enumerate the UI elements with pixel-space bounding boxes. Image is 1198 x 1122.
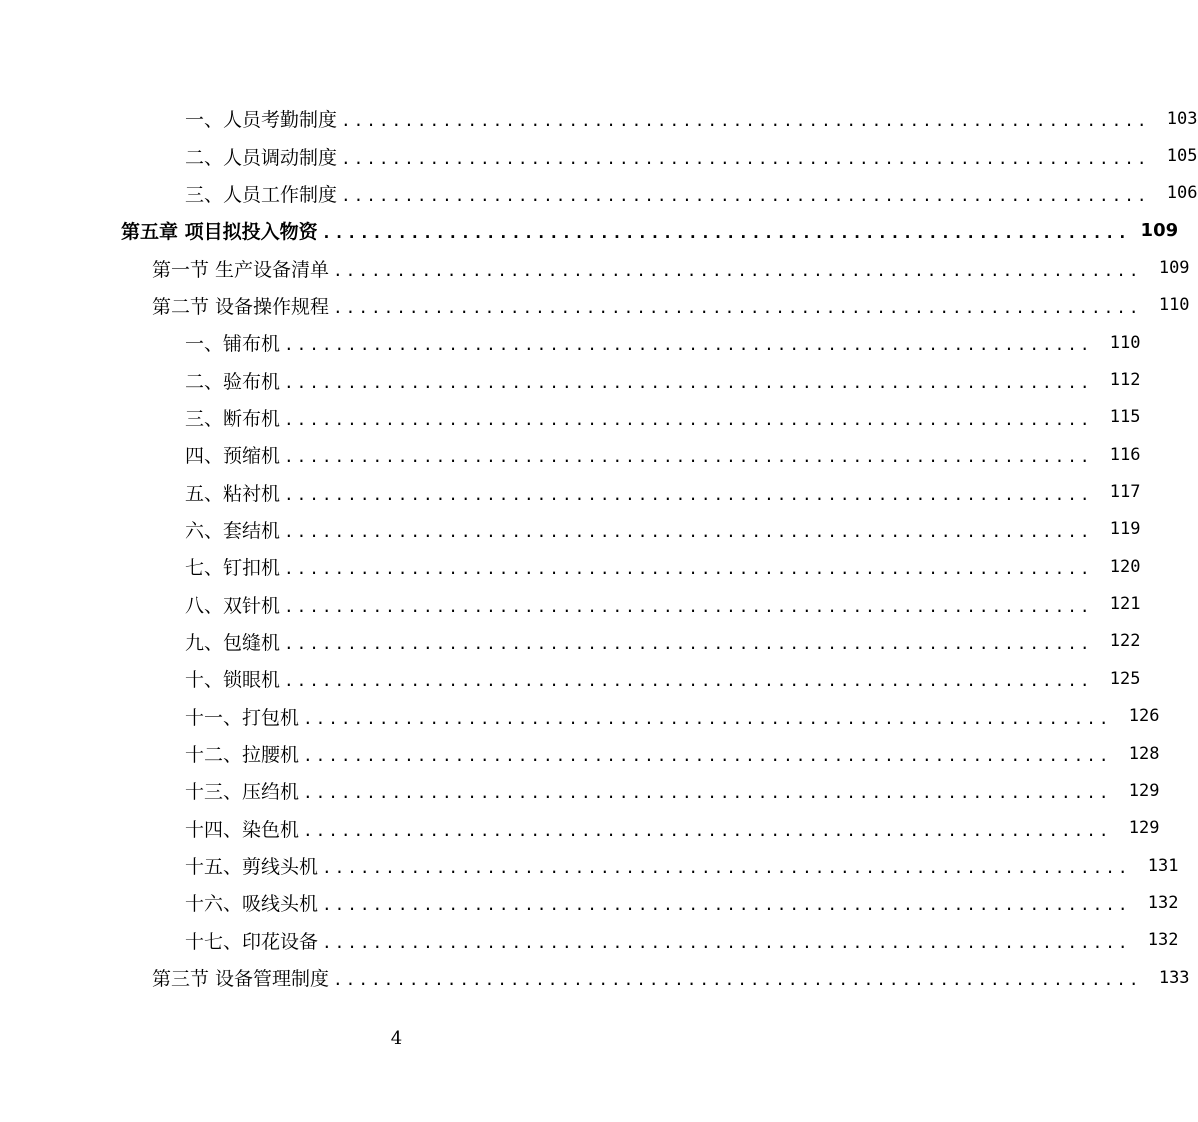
toc-entry-page: 106 [1166,183,1198,204]
toc-entry[interactable] [0,324,1141,361]
toc-dot-leader: ................................................................ [321,223,1131,243]
toc-entry-page: 103 [1166,108,1198,129]
toc-dot-leader: ................................................................ [303,820,1112,840]
toc-dot-leader: ................................................................ [322,932,1131,952]
toc-entry[interactable] [0,548,1141,585]
toc-entry-page: 115 [1109,407,1141,428]
toc-dot-leader: ................................................................ [341,148,1150,168]
toc-entry[interactable] [0,698,1160,735]
toc-entry[interactable] [0,623,1141,660]
toc-chapter-entry[interactable] [0,212,1179,249]
toc-dot-leader: ................................................................ [341,111,1150,131]
toc-entry-page: 132 [1147,930,1179,951]
toc-entry-title: 十一、打包机 [185,706,300,729]
toc-dot-leader: ................................................................ [284,559,1093,579]
toc-entry-page: 121 [1109,594,1141,615]
toc-entry-title: 二、人员调动制度 [185,146,338,169]
toc-entry[interactable] [0,884,1179,921]
toc-entry-title: 一、铺布机 [185,333,281,356]
toc-entry-title: 一、人员考勤制度 [185,109,338,132]
toc-dot-leader: ................................................................ [284,335,1093,355]
toc-entry[interactable] [0,660,1141,697]
toc-entry[interactable] [0,772,1160,809]
toc-dot-leader: ................................................................ [284,521,1093,541]
toc-entry[interactable] [0,100,1198,137]
toc-entry-title: 七、钉扣机 [185,557,281,580]
toc-entry-title: 十七、印花设备 [185,930,319,953]
toc-dot-leader: ................................................................ [333,970,1142,990]
toc-dot-leader: ................................................................ [333,260,1142,280]
toc-entry-page: 129 [1128,818,1160,839]
toc-entry[interactable] [0,810,1160,847]
toc-entry[interactable] [0,922,1179,959]
toc-entry-title: 第一节 生产设备清单 [152,258,330,281]
toc-entry-page: 110 [1158,295,1190,316]
toc-entry-title: 九、包缝机 [185,631,281,654]
toc-entry-page: 129 [1128,780,1160,801]
toc-entry-title: 十、锁眼机 [185,669,281,692]
toc-entry-title: 六、套结机 [185,519,281,542]
toc-entry-page: 122 [1109,631,1141,652]
table-of-contents [0,100,1198,996]
toc-entry[interactable] [0,585,1141,622]
toc-entry-title: 三、断布机 [185,407,281,430]
toc-entry[interactable] [0,847,1179,884]
toc-entry-page: 105 [1166,146,1198,167]
toc-entry[interactable] [0,735,1160,772]
toc-entry-title: 十六、吸线头机 [185,893,319,916]
toc-entry-title: 二、验布机 [185,370,281,393]
page-number: 4 [390,1028,403,1049]
toc-entry-page: 128 [1128,743,1160,764]
toc-entry-page: 132 [1147,892,1179,913]
toc-entry[interactable] [0,436,1141,473]
toc-dot-leader: ................................................................ [284,671,1093,691]
toc-entry[interactable] [0,361,1141,398]
toc-entry[interactable] [0,511,1141,548]
toc-dot-leader: ................................................................ [303,746,1112,766]
toc-entry-page: 112 [1109,370,1141,391]
toc-dot-leader: ................................................................ [284,484,1093,504]
toc-entry-title: 十三、压绉机 [185,781,300,804]
toc-entry-title: 第五章 项目拟投入物资 [121,221,318,244]
toc-entry-title: 十二、拉腰机 [185,744,300,767]
toc-entry-page: 117 [1109,482,1141,503]
toc-entry-page: 109 [1158,258,1190,279]
toc-dot-leader: ................................................................ [284,447,1093,467]
toc-entry-title: 十四、染色机 [185,818,300,841]
toc-dot-leader: ................................................................ [284,372,1093,392]
toc-entry-page: 120 [1109,556,1141,577]
toc-entry-page: 119 [1109,519,1141,540]
toc-dot-leader: ................................................................ [341,185,1150,205]
toc-dot-leader: ................................................................ [322,895,1131,915]
toc-dot-leader: ................................................................ [303,783,1112,803]
toc-entry-title: 十五、剪线头机 [185,856,319,879]
toc-section-entry[interactable] [0,249,1190,286]
toc-entry-page: 131 [1147,855,1179,876]
toc-entry-title: 第三节 设备管理制度 [152,968,330,991]
toc-dot-leader: ................................................................ [303,708,1112,728]
toc-entry-page: 133 [1158,967,1190,988]
toc-entry-title: 四、预缩机 [185,445,281,468]
toc-entry-page: 125 [1109,668,1141,689]
toc-entry-title: 第二节 设备操作规程 [152,295,330,318]
toc-entry-page: 126 [1128,706,1160,727]
toc-dot-leader: ................................................................ [284,409,1093,429]
toc-entry-page: 110 [1109,332,1141,353]
toc-entry-title: 八、双针机 [185,594,281,617]
toc-entry[interactable] [0,399,1141,436]
toc-entry[interactable] [0,473,1141,510]
toc-dot-leader: ................................................................ [322,858,1131,878]
toc-dot-leader: ................................................................ [284,633,1093,653]
toc-section-entry[interactable] [0,287,1190,324]
toc-entry-page: 116 [1109,444,1141,465]
toc-entry-title: 五、粘衬机 [185,482,281,505]
toc-entry-title: 三、人员工作制度 [185,183,338,206]
toc-section-entry[interactable] [0,959,1190,996]
toc-dot-leader: ................................................................ [284,596,1093,616]
toc-entry[interactable] [0,175,1198,212]
toc-entry[interactable] [0,137,1198,174]
toc-entry-page: 109 [1140,220,1179,242]
toc-dot-leader: ................................................................ [333,297,1142,317]
